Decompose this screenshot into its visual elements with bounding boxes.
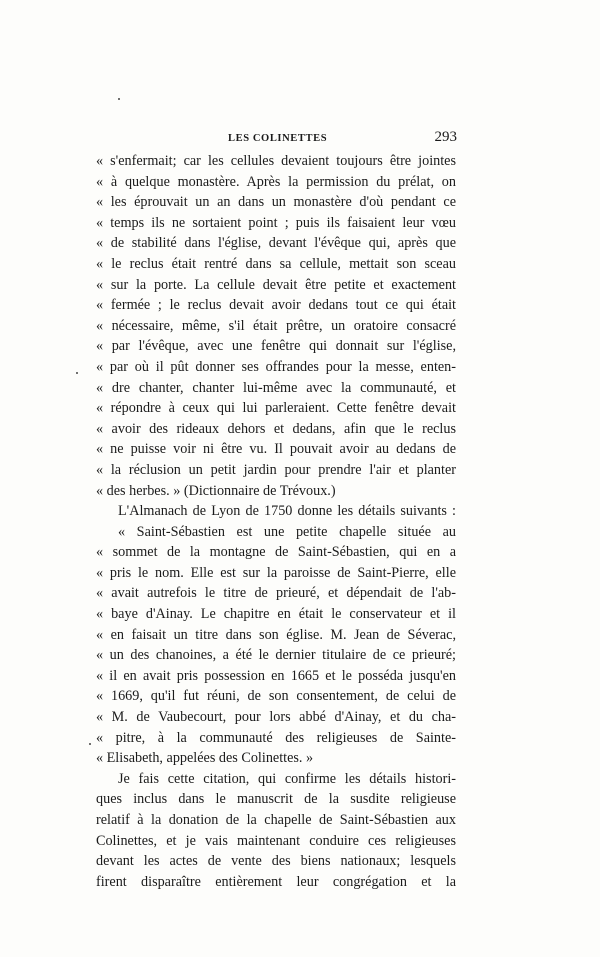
text-line: « fermée ; le reclus devait avoir dedans tout ce qui était bbox=[96, 297, 456, 314]
text-line: Colinettes, et je vais maintenant conduire ces religieuses bbox=[96, 832, 456, 849]
text-line: « ne puisse voir ni être vu. Il pouvait avoir au dedans de bbox=[96, 441, 456, 458]
text-line: Je fais cette citation, qui confirme les détails histori- bbox=[118, 770, 456, 787]
text-line: « par l'évêque, avec une fenêtre qui donnait sur l'église, bbox=[96, 338, 456, 355]
text-line: ques inclus dans le manuscrit de la susdite religieuse bbox=[96, 791, 456, 808]
text-line: « Elisabeth, appelées des Colinettes. » bbox=[96, 750, 314, 767]
text-line: « répondre à ceux qui lui parleraient. Cette fenêtre devait bbox=[96, 400, 456, 417]
text-line: « un des chanoines, a été le dernier titulaire de ce prieuré; bbox=[96, 647, 456, 664]
text-line: « baye d'Ainay. Le chapitre en était le conservateur et il bbox=[96, 606, 456, 623]
running-title: LES COLINETTES bbox=[228, 133, 328, 144]
text-line: « la réclusion un petit jardin pour prendre l'air et planter bbox=[96, 461, 456, 478]
body-text bbox=[96, 151, 456, 892]
text-line: « sommet de la montagne de Saint-Sébastien, qui en a bbox=[96, 544, 456, 561]
print-speck bbox=[118, 98, 120, 100]
text-line: « à quelque monastère. Après la permission du prélat, on bbox=[96, 173, 456, 190]
text-line: « Saint-Sébastien est une petite chapelle située au bbox=[118, 523, 456, 540]
text-line: « par où il pût donner ses offrandes pour la messe, enten- bbox=[96, 358, 456, 375]
text-line: « avoir des rideaux dehors et dedans, afin que le reclus bbox=[96, 420, 456, 437]
text-line: firent disparaître entièrement leur congrégation et la bbox=[96, 873, 456, 890]
text-line: « nécessaire, même, s'il était prêtre, un oratoire consacré bbox=[96, 317, 456, 334]
text-line: « 1669, qu'il fut réuni, de son consentement, de celui de bbox=[96, 688, 456, 705]
text-line: « M. de Vaubecourt, pour lors abbé d'Ainay, et du cha- bbox=[96, 709, 456, 726]
page-number: 293 bbox=[434, 129, 457, 145]
text-line: « sur la porte. La cellule devait être petite et exactement bbox=[96, 276, 456, 293]
print-speck bbox=[89, 743, 91, 745]
text-line: « pris le nom. Elle est sur la paroisse de Saint-Pierre, elle bbox=[96, 564, 456, 581]
text-line: « dre chanter, chanter lui-même avec la communauté, et bbox=[96, 379, 456, 396]
text-line: « de stabilité dans l'église, devant l'évêque qui, après que bbox=[96, 235, 456, 252]
text-line: « le reclus était rentré dans sa cellule, mettait son sceau bbox=[96, 255, 456, 272]
text-line: « les éprouvait un an dans un monastère d'où pendant ce bbox=[96, 194, 456, 211]
text-line: « s'enfermait; car les cellules devaient toujours être jointes bbox=[96, 153, 456, 169]
text-line: « avait autrefois le titre de prieuré, et dépendait de l'ab- bbox=[96, 585, 456, 602]
text-line: devant les actes de vente des biens nationaux; lesquels bbox=[96, 853, 456, 870]
page-header bbox=[96, 131, 456, 151]
text-line: L'Almanach de Lyon de 1750 donne les détails suivants : bbox=[118, 503, 456, 520]
text-line: relatif à la donation de la chapelle de Saint-Sébastien aux bbox=[96, 812, 456, 828]
print-speck bbox=[76, 372, 78, 374]
text-line: « il en avait pris possession en 1665 et le posséda jusqu'en bbox=[96, 667, 456, 684]
text-line: « en faisait un titre dans son église. M. Jean de Séverac, bbox=[96, 626, 456, 643]
text-line: « pitre, à la communauté des religieuses de Sainte- bbox=[96, 729, 456, 746]
text-line: « temps ils ne sortaient point ; puis ils faisaient leur vœu bbox=[96, 214, 456, 231]
text-line: « des herbes. » (Dictionnaire de Trévoux.) bbox=[96, 482, 336, 499]
